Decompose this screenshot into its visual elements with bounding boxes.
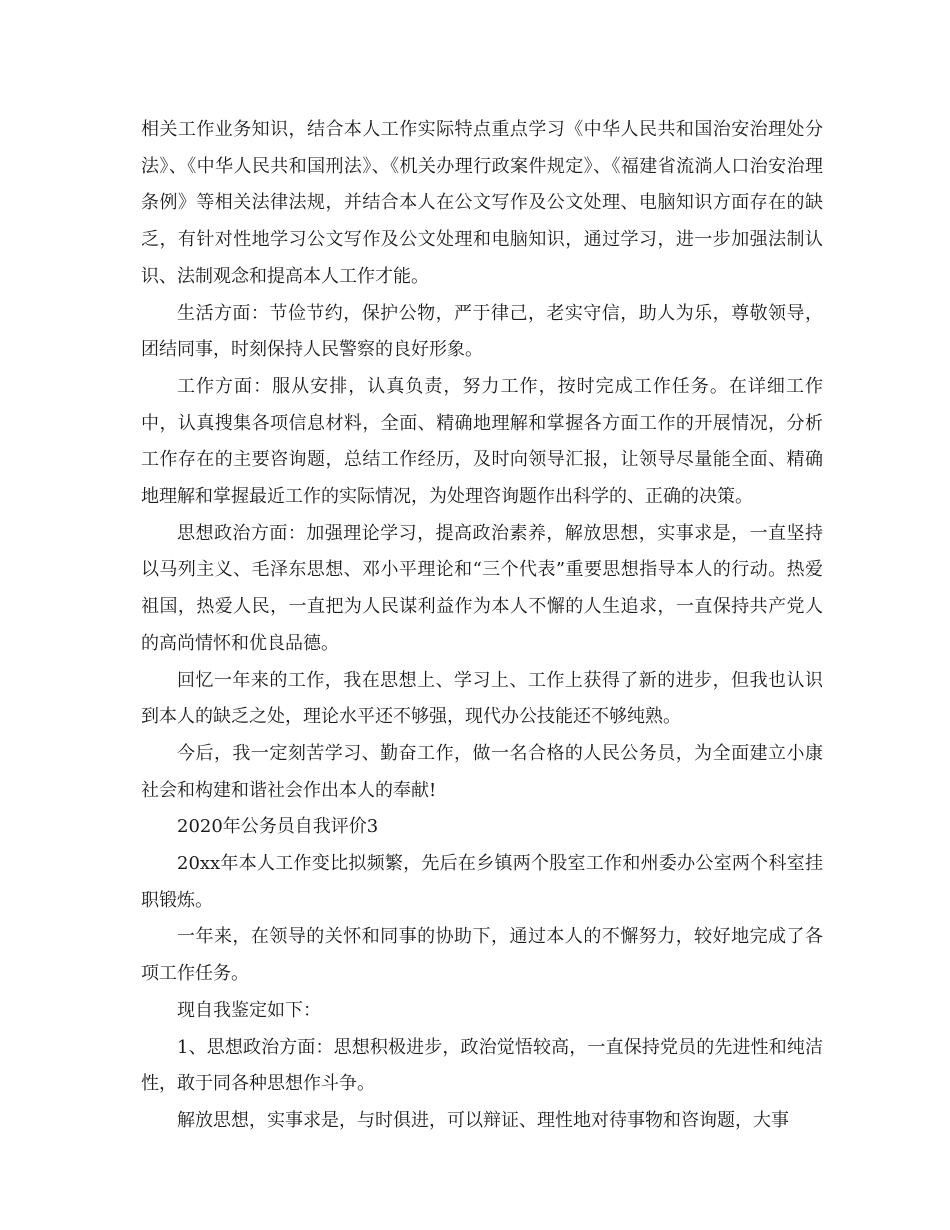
paragraph-one-year: 一年来，在领导的关怀和同事的协助下，通过本人的不懈努力，较好地完成了各项工作任务。 (141, 926, 823, 985)
paragraph-continuation: 相关工作业务知识，结合本人工作实际特点重点学习《中华人民共和国治安治理处分法》、《中华人民共和国刑法》、《机关办理行政案件规定》、《福建省流淌人口治安治理条例》等相关法律法规，并结合本人在公文写作及公文处理、电脑知识方面存在的缺乏，有针对性地学习公文写作及公文处理和电脑知识，通过学习，进一步加强法制认识、法制观念和提高本人工作才能。 (141, 119, 823, 287)
paragraph-work: 工作方面：服从安排，认真负责，努力工作，按时完成工作任务。在详细工作中，认真搜集各项信息材料，全面、精确地理解和掌握各方面工作的开展情况，分析工作存在的主要咨询题，总结工作经历，及时向领导汇报，让领导尽量能全面、精确地理解和掌握最近工作的实际情况，为处理咨询题作出科学的、正确的决策。 (141, 375, 823, 508)
paragraph-life: 生活方面：节俭节约，保护公物，严于律己，老实守信，助人为乐，尊敬领导，团结同事，时刻保持人民警察的良好形象。 (141, 302, 823, 361)
document-body (141, 112, 823, 1140)
paragraph-review: 回忆一年来的工作，我在思想上、学习上、工作上获得了新的进步，但我也认识到本人的缺乏之处，理论水平还不够强，现代办公技能还不够纯熟。 (141, 669, 823, 728)
section-heading: 2020年公务员自我评价3 (177, 816, 379, 838)
paragraph-truncated: 解放思想，实事求是，与时俱进，可以辩证、理性地对待事物和咨询题，大事 (177, 1109, 789, 1131)
paragraph-ideology: 思想政治方面：加强理论学习，提高政治素养，解放思想，实事求是，一直坚持以马列主义、毛泽东思想、邓小平理论和“三个代表”重要思想指导本人的行动。热爱祖国，热爱人民，一直把为人民谋利益作为本人不懈的人生追求，一直保持共产党人的高尚情怀和优良品德。 (141, 522, 823, 654)
paragraph-year-summary: 20xx年本人工作变比拟频繁，先后在乡镇两个股室工作和州委办公室两个科室挂职锻炼。 (141, 853, 823, 911)
paragraph-future: 今后，我一定刻苦学习、勤奋工作，做一名合格的人民公务员，为全面建立小康社会和构建和谐社会作出本人的奉献! (141, 742, 823, 801)
paragraph-item-1: 1、思想政治方面：思想积极进步，政治觉悟较高，一直保持党员的先进性和纯洁性，敢于同各种思想作斗争。 (141, 1036, 823, 1095)
paragraph-intro: 现自我鉴定如下： (177, 999, 321, 1021)
